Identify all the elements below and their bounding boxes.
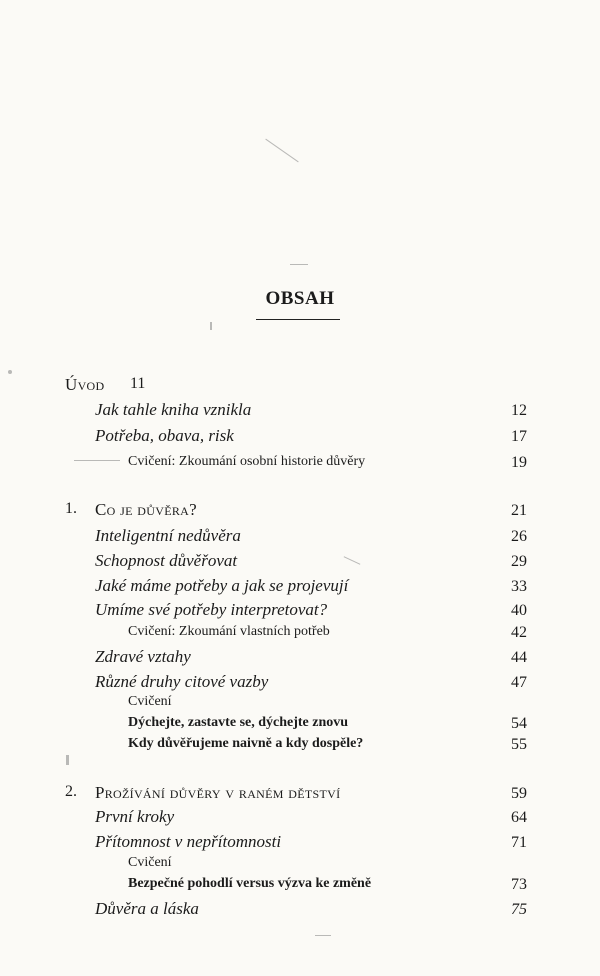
toc-entry: Jak tahle kniha vznikla (95, 400, 252, 419)
toc-page: 42 (511, 624, 527, 641)
toc-entry: Umíme své potřeby interpretovat? (95, 600, 328, 619)
toc-page: 47 (511, 674, 527, 691)
toc-page: 21 (511, 502, 527, 519)
toc-entry: První kroky (95, 807, 175, 826)
paper-speck (315, 935, 331, 936)
toc-page: 26 (511, 528, 527, 545)
toc-page: 17 (511, 428, 527, 445)
toc-page: 64 (511, 809, 527, 826)
toc-entry: Inteligentní nedůvěra (95, 526, 241, 545)
chapter-heading: Co je důvěra? (95, 500, 197, 519)
toc-entry: Schopnost důvěřovat (95, 551, 238, 570)
toc-entry: Různé druhy citové vazby (95, 672, 269, 691)
toc-page: 29 (511, 553, 527, 570)
toc-page: 71 (511, 834, 527, 851)
paper-speck (210, 322, 212, 330)
paper-speck (265, 139, 298, 163)
toc-page: 54 (511, 715, 527, 732)
page-title: OBSAH (265, 288, 335, 309)
toc-page: 73 (511, 876, 527, 893)
toc-page: 59 (511, 785, 527, 802)
toc-page: 19 (511, 454, 527, 471)
paper-speck (344, 556, 361, 565)
toc-exercise: Cvičení: Zkoumání vlastních potřeb (128, 624, 330, 639)
paper-speck (74, 460, 120, 461)
chapter-number: 1. (65, 500, 77, 517)
toc-exercise: Cvičení: Zkoumání osobní historie důvěry (128, 454, 366, 469)
paper-speck (8, 370, 12, 374)
exercise-heading: Cvičení (128, 855, 172, 870)
toc-exercise: Kdy důvěřujeme naivně a kdy dospěle? (128, 736, 364, 751)
toc-entry: Potřeba, obava, risk (95, 426, 234, 445)
toc-page: 40 (511, 602, 527, 619)
intro-heading: Úvod (65, 375, 105, 394)
title-rule (256, 319, 340, 320)
toc-page: 33 (511, 578, 527, 595)
toc-entry: Zdravé vztahy (95, 647, 191, 666)
toc-page: 55 (511, 736, 527, 753)
paper-speck (290, 264, 308, 265)
chapter-number: 2. (65, 783, 77, 800)
toc-entry: Přítomnost v nepřítomnosti (95, 832, 282, 851)
chapter-heading: Prožívání důvěry v raném dětství (95, 783, 341, 802)
toc-page: 44 (511, 649, 527, 666)
toc-entry: Důvěra a láska (95, 899, 199, 918)
intro-heading-page: 11 (130, 375, 146, 392)
toc-entry: Jaké máme potřeby a jak se projevují (95, 576, 349, 595)
exercise-heading: Cvičení (128, 694, 172, 709)
toc-exercise: Bezpečné pohodlí versus výzva ke změně (128, 876, 372, 891)
paper-speck (66, 755, 69, 765)
toc-page: 12 (511, 402, 527, 419)
toc-exercise: Dýchejte, zastavte se, dýchejte znovu (128, 715, 349, 730)
toc-page: 75 (511, 901, 527, 918)
